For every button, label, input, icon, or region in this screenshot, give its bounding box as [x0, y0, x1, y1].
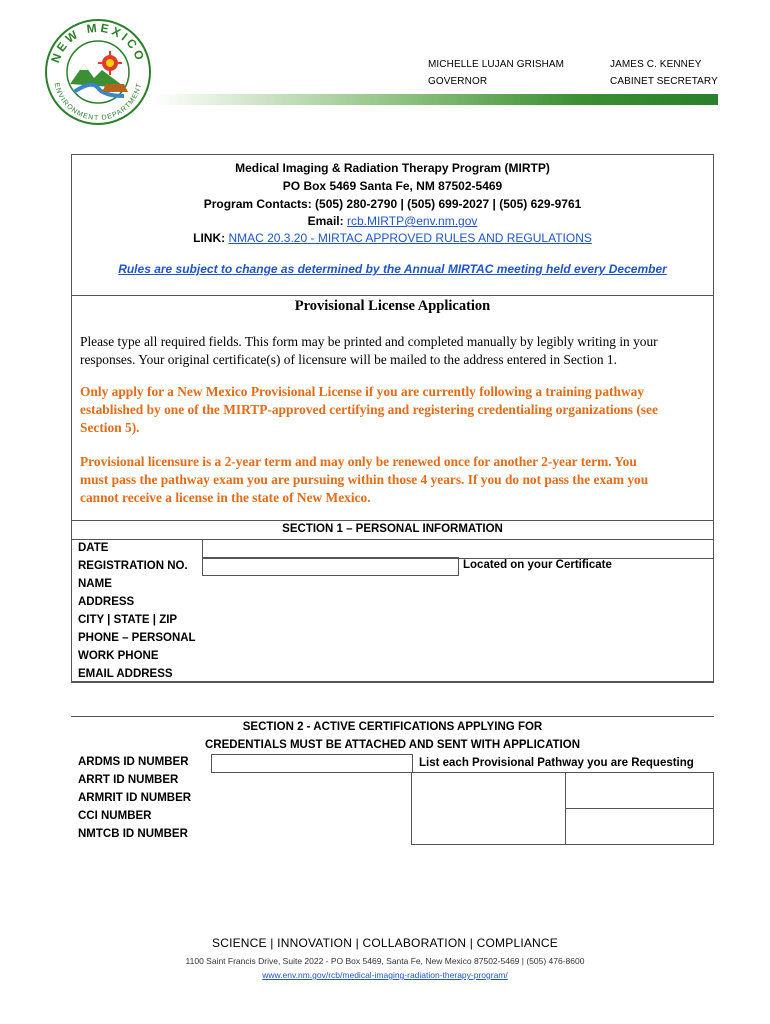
label-nmtcb-id: NMTCB ID NUMBER	[78, 828, 188, 840]
pathway-header: List each Provisional Pathway you are Requesting	[419, 757, 694, 769]
motto-separator: |	[469, 936, 474, 950]
footer-motto	[0, 936, 770, 950]
term-limit-warning	[80, 453, 706, 507]
section1-title: SECTION 1 – PERSONAL INFORMATION	[282, 523, 503, 535]
label-armrit-id: ARMRIT ID NUMBER	[78, 792, 192, 804]
rules-note: Rules are subject to change as determined by the Annual MIRTAC meeting held every December	[118, 262, 667, 276]
label-city-state-zip: CITY | STATE | ZIP	[78, 614, 178, 626]
pathway-3-field[interactable]	[566, 809, 713, 844]
secretary-name: JAMES C. KENNEY	[610, 59, 702, 70]
motto-collaboration: COLLABORATION	[362, 936, 467, 950]
seal-bottom-text: ENVIRONMENT DEPARTMENT	[52, 82, 144, 123]
registration-no-field[interactable]	[202, 557, 459, 576]
footer-address: 1100 Saint Francis Drive, Suite 2022 - PO Box 5469, Santa Fe, New Mexico 87502-5469 | (505) 476-8600	[185, 956, 585, 966]
warning-line: established by one of the MIRTP-approved certifying and registering credentialing organizations (see	[80, 402, 658, 417]
secretary-title: CABINET SECRETARY	[610, 76, 718, 87]
section2-top-border	[71, 716, 714, 717]
nmac-rules-link[interactable]: NMAC 20.3.20 - MIRTAC APPROVED RULES AND REGULATIONS	[228, 231, 592, 245]
section1-labels	[78, 539, 196, 683]
section1-bottom-border	[71, 681, 714, 682]
section2-title	[71, 718, 714, 754]
warning-line: Only apply for a New Mexico Provisional License if you are currently following a training pathway	[80, 384, 645, 399]
seal-top-text: NEW MEXICO	[48, 20, 148, 65]
link-label: LINK:	[193, 231, 226, 245]
governor-name: MICHELLE LUJAN GRISHAM	[428, 59, 565, 70]
program-email-line	[71, 212, 714, 230]
motto-separator: |	[355, 936, 359, 950]
motto-separator: |	[270, 936, 274, 950]
label-cci-number: CCI NUMBER	[78, 810, 152, 822]
label-date: DATE	[78, 542, 109, 554]
pathway-2-field[interactable]	[566, 773, 713, 808]
label-arrt-id: ARRT ID NUMBER	[78, 774, 179, 786]
governor-title: GOVERNOR	[428, 76, 488, 87]
motto-innovation: INNOVATION	[277, 936, 353, 950]
label-phone-personal: PHONE – PERSONAL	[78, 632, 196, 644]
program-address: PO Box 5469 Santa Fe, NM 87502-5469	[282, 179, 503, 193]
program-contacts: Program Contacts: (505) 280-2790 | (505) 699-2027 | (505) 629-9761	[203, 197, 582, 211]
header-green-bar	[152, 94, 718, 105]
section2-labels	[78, 753, 191, 843]
label-address: ADDRESS	[78, 596, 135, 608]
warning-line: must pass the pathway exam you are pursuing within those 4 years. If you do not pass the exam you	[80, 472, 649, 487]
warning-line: Provisional licensure is a 2-year term and may only be renewed once for another 2-year term. You	[80, 454, 637, 469]
training-pathway-warning	[80, 383, 706, 437]
section1-top-border	[71, 520, 714, 521]
program-link-line	[71, 229, 714, 247]
motto-science: SCIENCE	[212, 936, 267, 950]
intro-line: Please type all required fields. This form may be printed and completed manually by legibly writing in your	[80, 334, 658, 349]
warning-line: cannot receive a license in the state of New Mexico.	[80, 490, 371, 505]
section2-title-line: CREDENTIALS MUST BE ATTACHED AND SENT WITH APPLICATION	[204, 739, 580, 751]
intro-paragraph	[80, 333, 706, 369]
warning-line: Section 5).	[80, 420, 140, 435]
label-name: NAME	[78, 578, 112, 590]
label-email-address: EMAIL ADDRESS	[78, 668, 173, 680]
program-name: Medical Imaging & Radiation Therapy Program (MIRTP)	[235, 161, 550, 175]
date-field[interactable]	[202, 539, 714, 559]
program-email-link[interactable]: rcb.MIRTP@env.nm.gov	[346, 214, 478, 228]
section2-title-line: SECTION 2 - ACTIVE CERTIFICATIONS APPLYING FOR	[242, 721, 543, 733]
label-work-phone: WORK PHONE	[78, 650, 159, 662]
intro-line: responses. Your original certificate(s) of licensure will be mailed to the address entered in Section 1.	[80, 352, 617, 367]
ardms-id-field[interactable]	[211, 754, 413, 773]
label-ardms-id: ARDMS ID NUMBER	[78, 756, 189, 768]
application-title: Provisional License Application	[294, 298, 491, 314]
email-label: Email:	[307, 214, 344, 228]
footer-website-link[interactable]: www.env.nm.gov/rcb/medical-imaging-radiation-therapy-program/	[262, 970, 508, 980]
certificate-note: Located on your Certificate	[463, 559, 612, 571]
nmed-seal-logo	[44, 18, 152, 126]
pathway-1-field[interactable]	[412, 773, 565, 844]
divider	[71, 295, 714, 296]
motto-compliance: COMPLIANCE	[476, 936, 558, 950]
label-registration-no: REGISTRATION NO.	[78, 560, 188, 572]
pathway-grid-line	[411, 844, 714, 845]
